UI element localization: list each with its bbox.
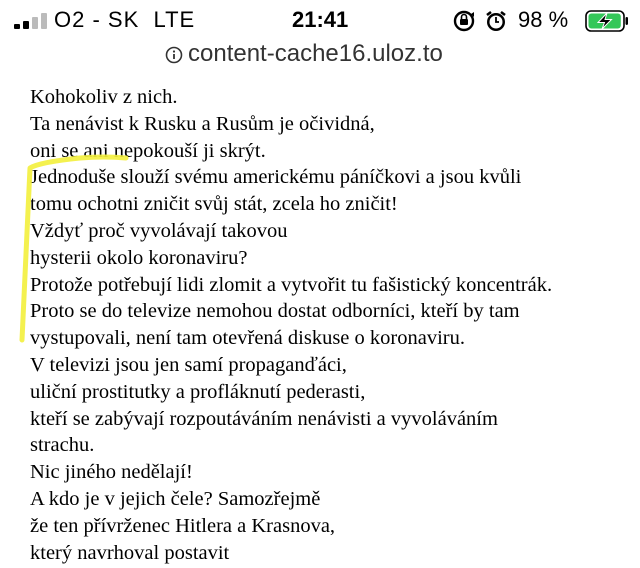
alarm-clock-icon — [487, 12, 505, 31]
article-line: Ta nenávist k Rusku a Rusům je očividná, — [30, 112, 375, 135]
url-text[interactable]: content-cache16.uloz.to — [188, 40, 443, 67]
article-line: oni se ani nepokouší ji skrýt. — [30, 139, 266, 162]
article-line: V televizi jsou jen samí propaganďáci, — [30, 353, 347, 376]
article-text — [30, 84, 630, 566]
rotation-lock-icon — [455, 12, 474, 30]
article-line: A kdo je v jejich čele? Samozřejmě — [30, 487, 321, 510]
article-line: Protože potřebují lidi zlomit a vytvořit tu fašistický koncentrák. — [30, 273, 553, 296]
signal-icon — [14, 13, 48, 29]
article-line: strachu. — [30, 434, 95, 457]
article-line: Proto se do televize nemohou dostat odborníci, kteří by tam — [30, 300, 520, 323]
status-bar — [0, 0, 640, 40]
article-line: hysterii okolo koronaviru? — [30, 246, 248, 269]
article-line: uliční prostitutky a profláknutí pederasti, — [30, 380, 366, 403]
article-line: Kohokoliv z nich. — [30, 86, 178, 108]
address-bar[interactable] — [0, 38, 640, 74]
status-icons — [452, 9, 512, 33]
battery-charging-icon — [585, 10, 629, 32]
article-line: Nic jiného nedělají! — [30, 461, 193, 484]
article-line: Jednoduše slouží svému americkému páníčkovi a jsou kvůli — [30, 166, 522, 189]
article-line: kteří se zabývají rozpoutáváním nenávisti a vyvoláváním — [30, 407, 498, 430]
article-line: vystupovali, není tam otevřená diskuse o koronaviru. — [30, 327, 465, 350]
article-line: Vždyť proč vyvolávají takovou — [30, 219, 288, 242]
article-line: který navrhoval postavit — [30, 541, 230, 564]
carrier-label: O2 - SK LTE — [54, 7, 196, 32]
clock-time: 21:41 — [292, 7, 349, 32]
article-line: tomu ochotni zničit svůj stát, zcela ho zničit! — [30, 193, 398, 216]
info-icon[interactable] — [165, 46, 183, 64]
article-line: že ten přívrženec Hitlera a Krasnova, — [30, 514, 336, 537]
battery-percentage: 98 % — [518, 7, 569, 32]
